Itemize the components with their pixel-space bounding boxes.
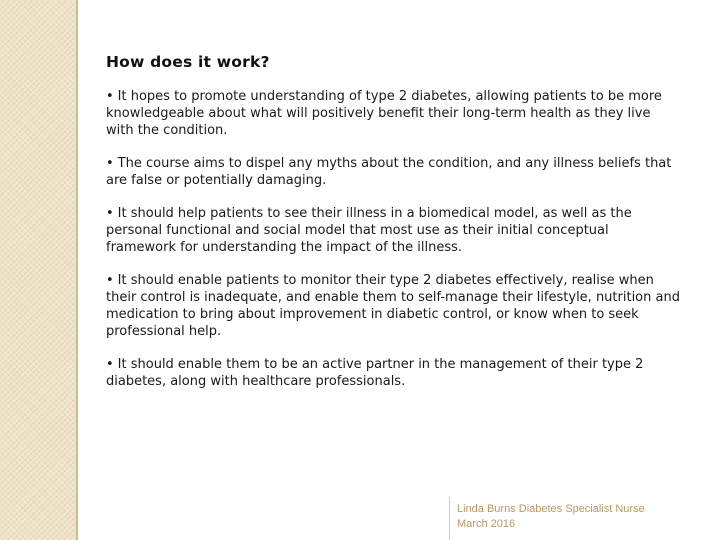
bullet-text: The course aims to dispel any myths about the condition, and any illness beliefs that are false or potentially damaging.	[106, 156, 672, 188]
bullet-item	[106, 88, 680, 139]
bullet-item	[106, 155, 680, 189]
bullet-icon: •	[106, 156, 114, 171]
bullet-text: It should help patients to see their illness in a biomedical model, as well as the personal functional and social model that most use as their initial conceptual framework for understanding the impact of the illness.	[106, 206, 632, 255]
footer-date: March 2016	[457, 518, 516, 530]
bullet-icon: •	[106, 206, 114, 221]
slide-footer	[457, 502, 645, 532]
bullet-text: It hopes to promote understanding of type 2 diabetes, allowing patients to be more knowledgeable about what will positively benefit their long-term health as they live with the condition.	[106, 89, 662, 138]
bullet-item	[106, 356, 680, 390]
bullet-icon: •	[106, 357, 114, 372]
decorative-side-band	[0, 0, 78, 540]
slide-title: How does it work?	[106, 53, 270, 71]
bullet-item	[106, 272, 680, 340]
footer-author: Linda Burns Diabetes Specialist Nurse	[457, 503, 645, 515]
slide-content	[106, 53, 680, 406]
bullet-text: It should enable patients to monitor their type 2 diabetes effectively, realise when their control is inadequate, and enable them to self-manage their lifestyle, nutrition and medication to bring about improvement in diabetic control, or know when to seek professional help.	[106, 273, 680, 339]
bullet-icon: •	[106, 89, 114, 104]
bullet-icon: •	[106, 273, 114, 288]
footer-divider	[449, 497, 450, 540]
bullet-item	[106, 205, 680, 256]
bullet-text: It should enable them to be an active partner in the management of their type 2 diabetes, along with healthcare professionals.	[106, 357, 644, 389]
